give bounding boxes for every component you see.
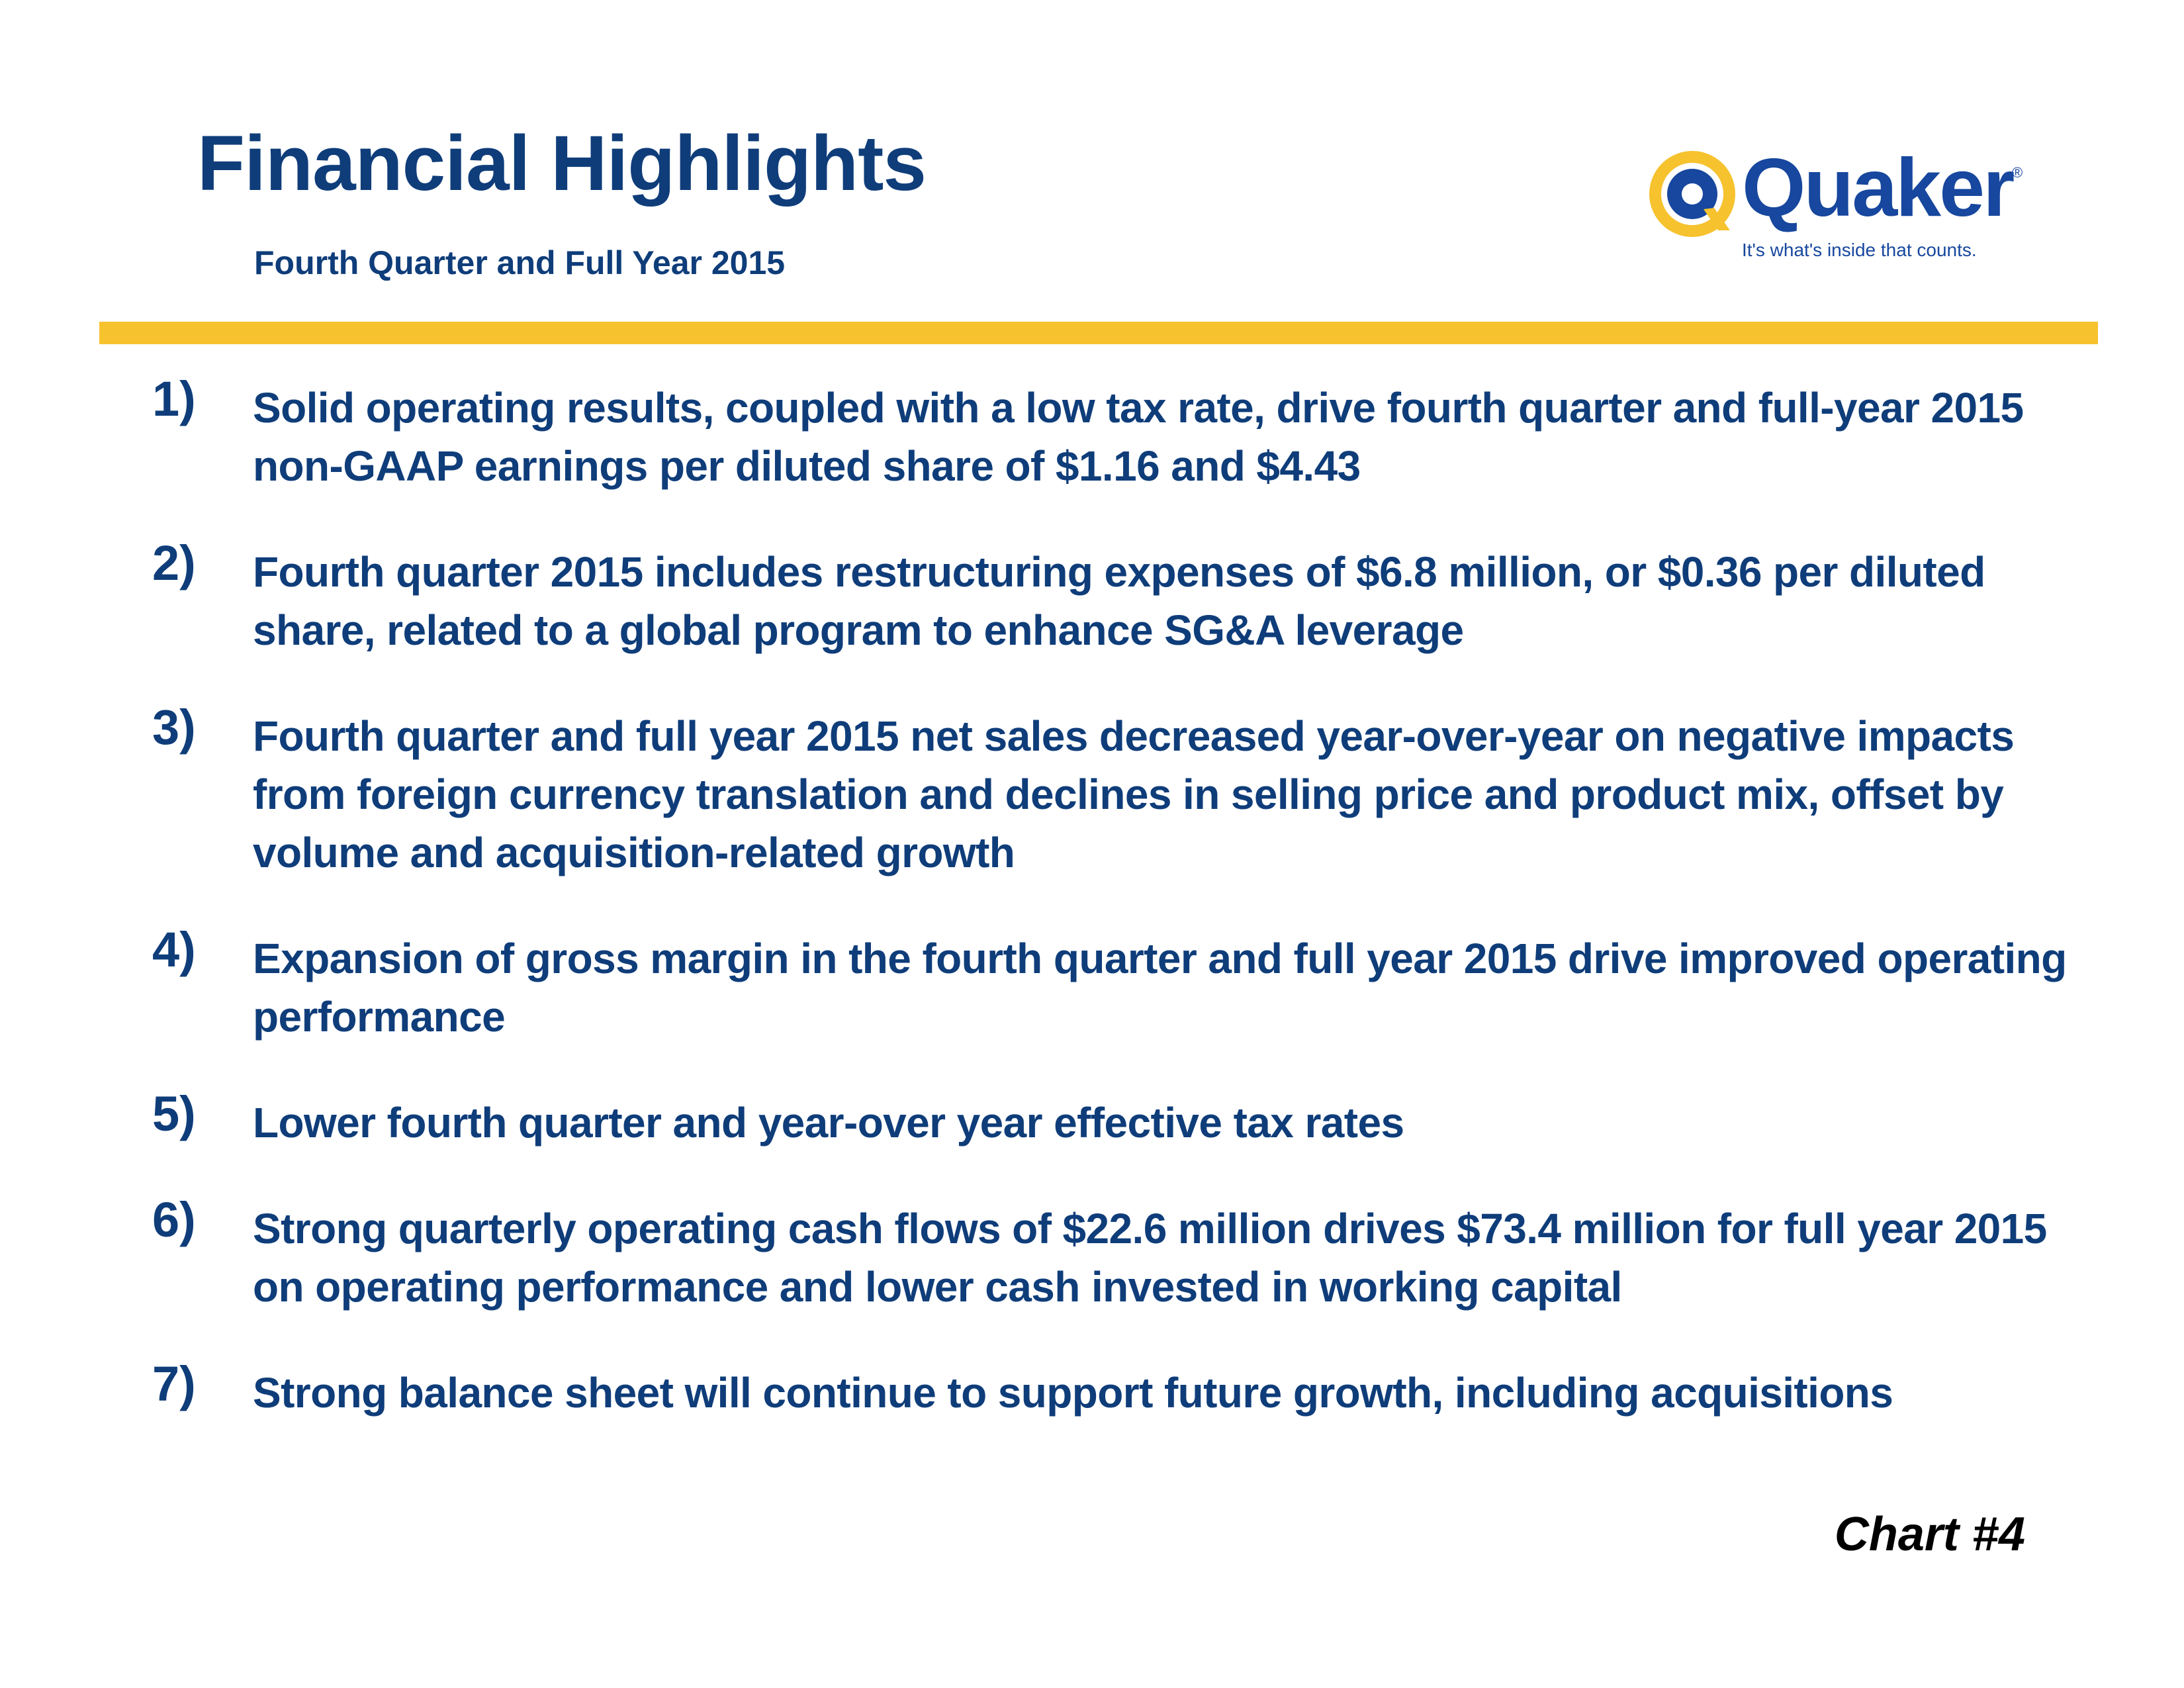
header-divider (99, 322, 2098, 344)
highlight-number: 1) (152, 371, 196, 426)
highlight-text: Fourth quarter and full year 2015 net sales decreased year-over-year on negative impacts from foreign currency translation and declines in selling price and product mix, offset by volume and acquisition-related growth (253, 712, 2015, 876)
quaker-q-logo-icon (1649, 151, 1735, 237)
highlight-item (152, 1192, 2098, 1316)
highlight-number: 2) (152, 536, 196, 590)
highlight-item (152, 371, 2098, 495)
highlight-item (152, 536, 2098, 659)
highlight-text: Strong balance sheet will continue to support future growth, including acquisitions (253, 1369, 1893, 1417)
highlight-number: 4) (152, 922, 196, 977)
highlight-item (152, 922, 2098, 1046)
page-subtitle: Fourth Quarter and Full Year 2015 (254, 244, 786, 281)
logo-tagline: It's what's inside that counts. (1742, 240, 1977, 260)
logo-wordmark: Quaker (1742, 142, 2013, 234)
highlight-text: Strong quarterly operating cash flows of $22.6 million drives $73.4 million for full year 2015 on operating performance and lower cash invested in working capital (253, 1205, 2047, 1311)
quaker-logo (1649, 142, 2023, 270)
highlight-item (152, 1086, 2098, 1152)
highlight-number: 6) (152, 1192, 196, 1247)
highlight-item (152, 700, 2098, 882)
highlight-number: 7) (152, 1356, 196, 1411)
highlights-list (152, 371, 2098, 1470)
highlight-number: 5) (152, 1086, 196, 1141)
highlight-text: Fourth quarter 2015 includes restructuring expenses of $6.8 million, or $0.36 per diluted share, related to a global program to enhance SG&A leverage (253, 548, 1985, 654)
highlight-item (152, 1356, 2098, 1422)
highlight-text: Solid operating results, coupled with a low tax rate, drive fourth quarter and full-year 2015 non-GAAP earnings per diluted share of $1.16 and $4.43 (253, 384, 2024, 490)
chart-number-label: Chart #4 (1834, 1508, 2025, 1561)
highlight-number: 3) (152, 700, 196, 755)
highlight-text: Expansion of gross margin in the fourth quarter and full year 2015 drive improved operating performance (253, 935, 2067, 1041)
highlight-text: Lower fourth quarter and year-over year effective tax rates (253, 1099, 1404, 1147)
logo-registered-mark: ® (2012, 164, 2023, 181)
page-title: Financial Highlights (197, 120, 927, 207)
